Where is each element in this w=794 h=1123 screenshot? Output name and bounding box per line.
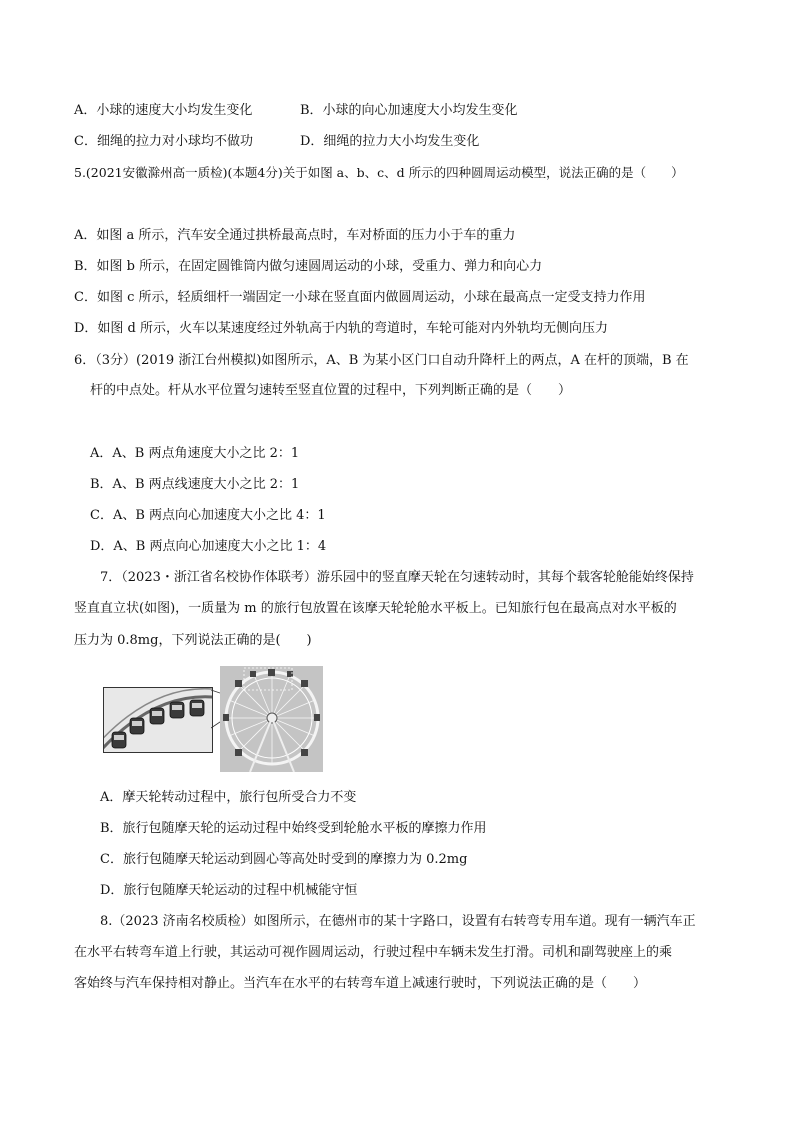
ferris-wheel-photo — [220, 666, 323, 772]
q6-option-a: A．A、B 两点角速度大小之比 2：1 — [90, 446, 300, 461]
q4-option-d: D．细绳的拉力大小均发生变化 — [300, 134, 480, 149]
q5-option-a: A．如图 a 所示，汽车安全通过拱桥最高点时，车对桥面的压力小于车的重力 — [74, 228, 516, 243]
q7-option-b: B．旅行包随摩天轮的运动过程中始终受到轮舱水平板的摩擦力作用 — [100, 821, 487, 836]
q6-option-b: B．A、B 两点线速度大小之比 2：1 — [90, 477, 300, 492]
q8-stem-line3: 客始终与汽车保持相对静止。当汽车在水平的右转弯车道上减速行驶时，下列说法正确的是（ ） — [74, 976, 647, 991]
q7-option-a: A．摩天轮转动过程中，旅行包所受合力不变 — [100, 790, 357, 805]
q7-stem-line1: 7．（2023・浙江省名校协作体联考）游乐园中的竖直摩天轮在匀速转动时，其每个载客轮舱能始终保持 — [100, 570, 694, 585]
q5-option-d: D．如图 d 所示，火车以某速度经过外轨高于内轨的弯道时，车轮可能对内外轨均无侧向压力 — [74, 321, 609, 336]
q4-option-a: A．小球的速度大小均发生变化 — [74, 103, 253, 118]
q8-stem-line2: 在水平右转弯车道上行驶，其运动可视作圆周运动，行驶过程中车辆未发生打滑。司机和副驾驶座上的乘 — [74, 945, 673, 960]
q6-option-c: C．A、B 两点向心加速度大小之比 4：1 — [90, 508, 326, 523]
q7-stem-line2: 竖直直立状(如图)，一质量为 m 的旅行包放置在该摩天轮轮舱水平板上。已知旅行包在最高点对水平板的 — [74, 601, 677, 616]
q5-option-b: B．如图 b 所示，在固定圆锥筒内做匀速圆周运动的小球，受重力、弹力和向心力 — [74, 259, 543, 274]
q4-option-b: B．小球的向心加速度大小均发生变化 — [300, 103, 518, 118]
q5-option-c: C．如图 c 所示，轻质细杆一端固定一小球在竖直面内做圆周运动，小球在最高点一定受支持力作用 — [74, 290, 646, 305]
q7-option-c: C．旅行包随摩天轮运动到圆心等高处时受到的摩擦力为 0.2mg — [100, 852, 468, 867]
q4-options-row1 — [74, 102, 518, 120]
q4-options-row2 — [74, 133, 479, 151]
q6-option-d: D．A、B 两点向心加速度大小之比 1：4 — [90, 539, 327, 554]
q8-stem-line1: 8.（2023 济南名校质检）如图所示，在德州市的某十字路口，设置有右转弯专用车道。现有一辆汽车正 — [100, 914, 696, 929]
q7-stem-line3: 压力为 0.8mg，下列说法正确的是( ) — [74, 633, 312, 648]
q4-option-c: C．细绳的拉力对小球均不做功 — [74, 134, 253, 149]
q6-stem-line2: 杆的中点处。杆从水平位置匀速转至竖直位置的过程中，下列判断正确的是（ ） — [90, 383, 572, 398]
q7-option-d: D．旅行包随摩天轮运动的过程中机械能守恒 — [100, 883, 358, 898]
ferris-wheel-cabins-closeup — [103, 687, 213, 753]
q6-stem-line1: 6．（3分）(2019 浙江台州模拟)如图所示，A、B 为某小区门口自动升降杆上的两点，A 在杆的顶端，B 在 — [74, 353, 689, 368]
q5-stem: 5.(2021安徽滁州高一质检)(本题4分)关于如图 a、b、c、d 所示的四种圆周运动模型，说法正确的是（ ） — [74, 165, 684, 180]
